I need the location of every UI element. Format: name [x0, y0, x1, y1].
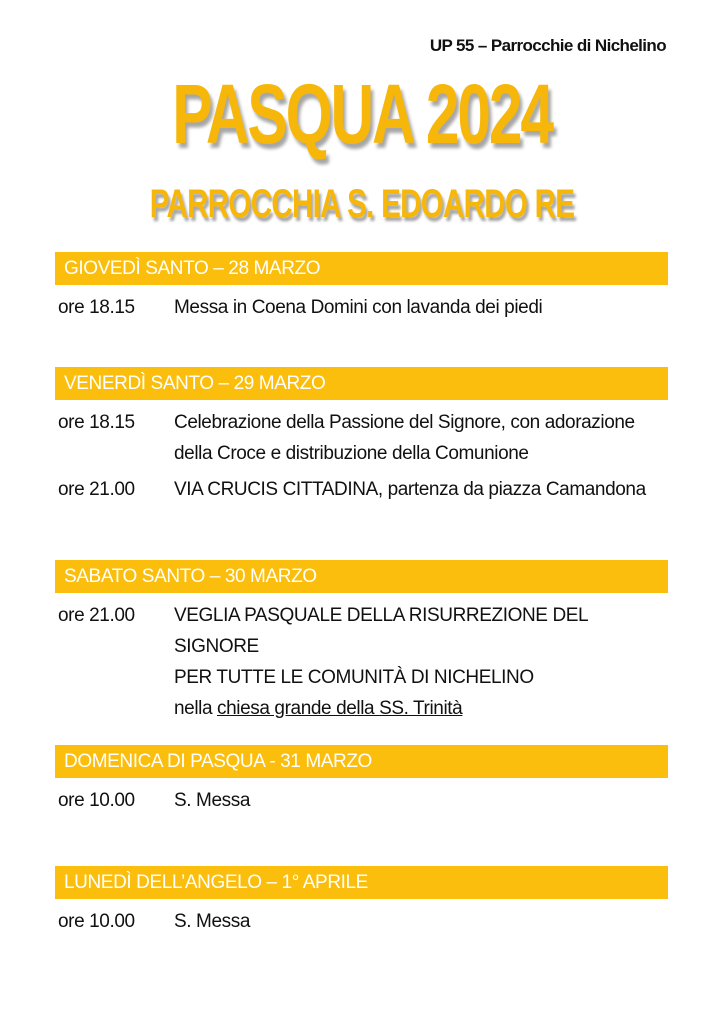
event-time: ore 18.15: [58, 412, 135, 433]
event-description: [174, 407, 668, 469]
section-lunedi-dellangelo: [55, 866, 668, 937]
event-description: [174, 785, 668, 816]
event-line: della Croce e distribuzione della Comunione: [174, 443, 529, 464]
section-giovedi-santo: [55, 252, 668, 323]
section-heading: LUNEDÌ DELL’ANGELO – 1° APRILE: [55, 866, 668, 899]
event-time: ore 21.00: [58, 605, 135, 626]
event-description: [174, 906, 668, 937]
event-time: ore 10.00: [58, 790, 135, 811]
section-sabato-santo: [55, 560, 668, 724]
event-line: Messa in Coena Domini con lavanda dei piedi: [174, 297, 543, 318]
section-heading: VENERDÌ SANTO – 29 MARZO: [55, 367, 668, 400]
event-location-prefix: nella: [174, 698, 218, 719]
event-description: [174, 600, 668, 724]
event-row: [55, 292, 668, 323]
event-time: ore 10.00: [58, 911, 135, 932]
event-line: VEGLIA PASQUALE DELLA RISURREZIONE DEL SIGNORE: [174, 605, 588, 657]
event-description: [174, 474, 668, 505]
section-heading: GIOVEDÌ SANTO – 28 MARZO: [55, 252, 668, 285]
event-time: ore 21.00: [58, 479, 135, 500]
section-venerdi-santo: [55, 367, 668, 505]
event-time: ore 18.15: [58, 297, 135, 318]
event-line: PER TUTTE LE COMUNITÀ DI NICHELINO: [174, 667, 534, 688]
parish-subtitle: PARROCCHIA S. EDOARDO RE: [149, 182, 575, 226]
section-heading: SABATO SANTO – 30 MARZO: [55, 560, 668, 593]
event-description: [174, 292, 668, 323]
event-row: [55, 407, 668, 469]
event-line: S. Messa: [174, 911, 250, 932]
page-title: PASQUA 2024: [172, 67, 552, 161]
event-row: [55, 906, 668, 937]
organization-label: UP 55 – Parrocchie di Nichelino: [429, 36, 666, 55]
event-line: VIA CRUCIS CITTADINA, partenza da piazza Camandona: [174, 479, 646, 500]
section-heading: DOMENICA DI PASQUA - 31 MARZO: [55, 745, 668, 778]
section-domenica-di-pasqua: [55, 745, 668, 816]
event-location: chiesa grande della SS. Trinità: [217, 698, 463, 719]
event-row: [55, 785, 668, 816]
event-line: Celebrazione della Passione del Signore, con adorazione: [174, 412, 635, 433]
event-location-line: [174, 693, 668, 724]
event-row: [55, 474, 668, 505]
event-line: S. Messa: [174, 790, 250, 811]
event-row: [55, 600, 668, 724]
